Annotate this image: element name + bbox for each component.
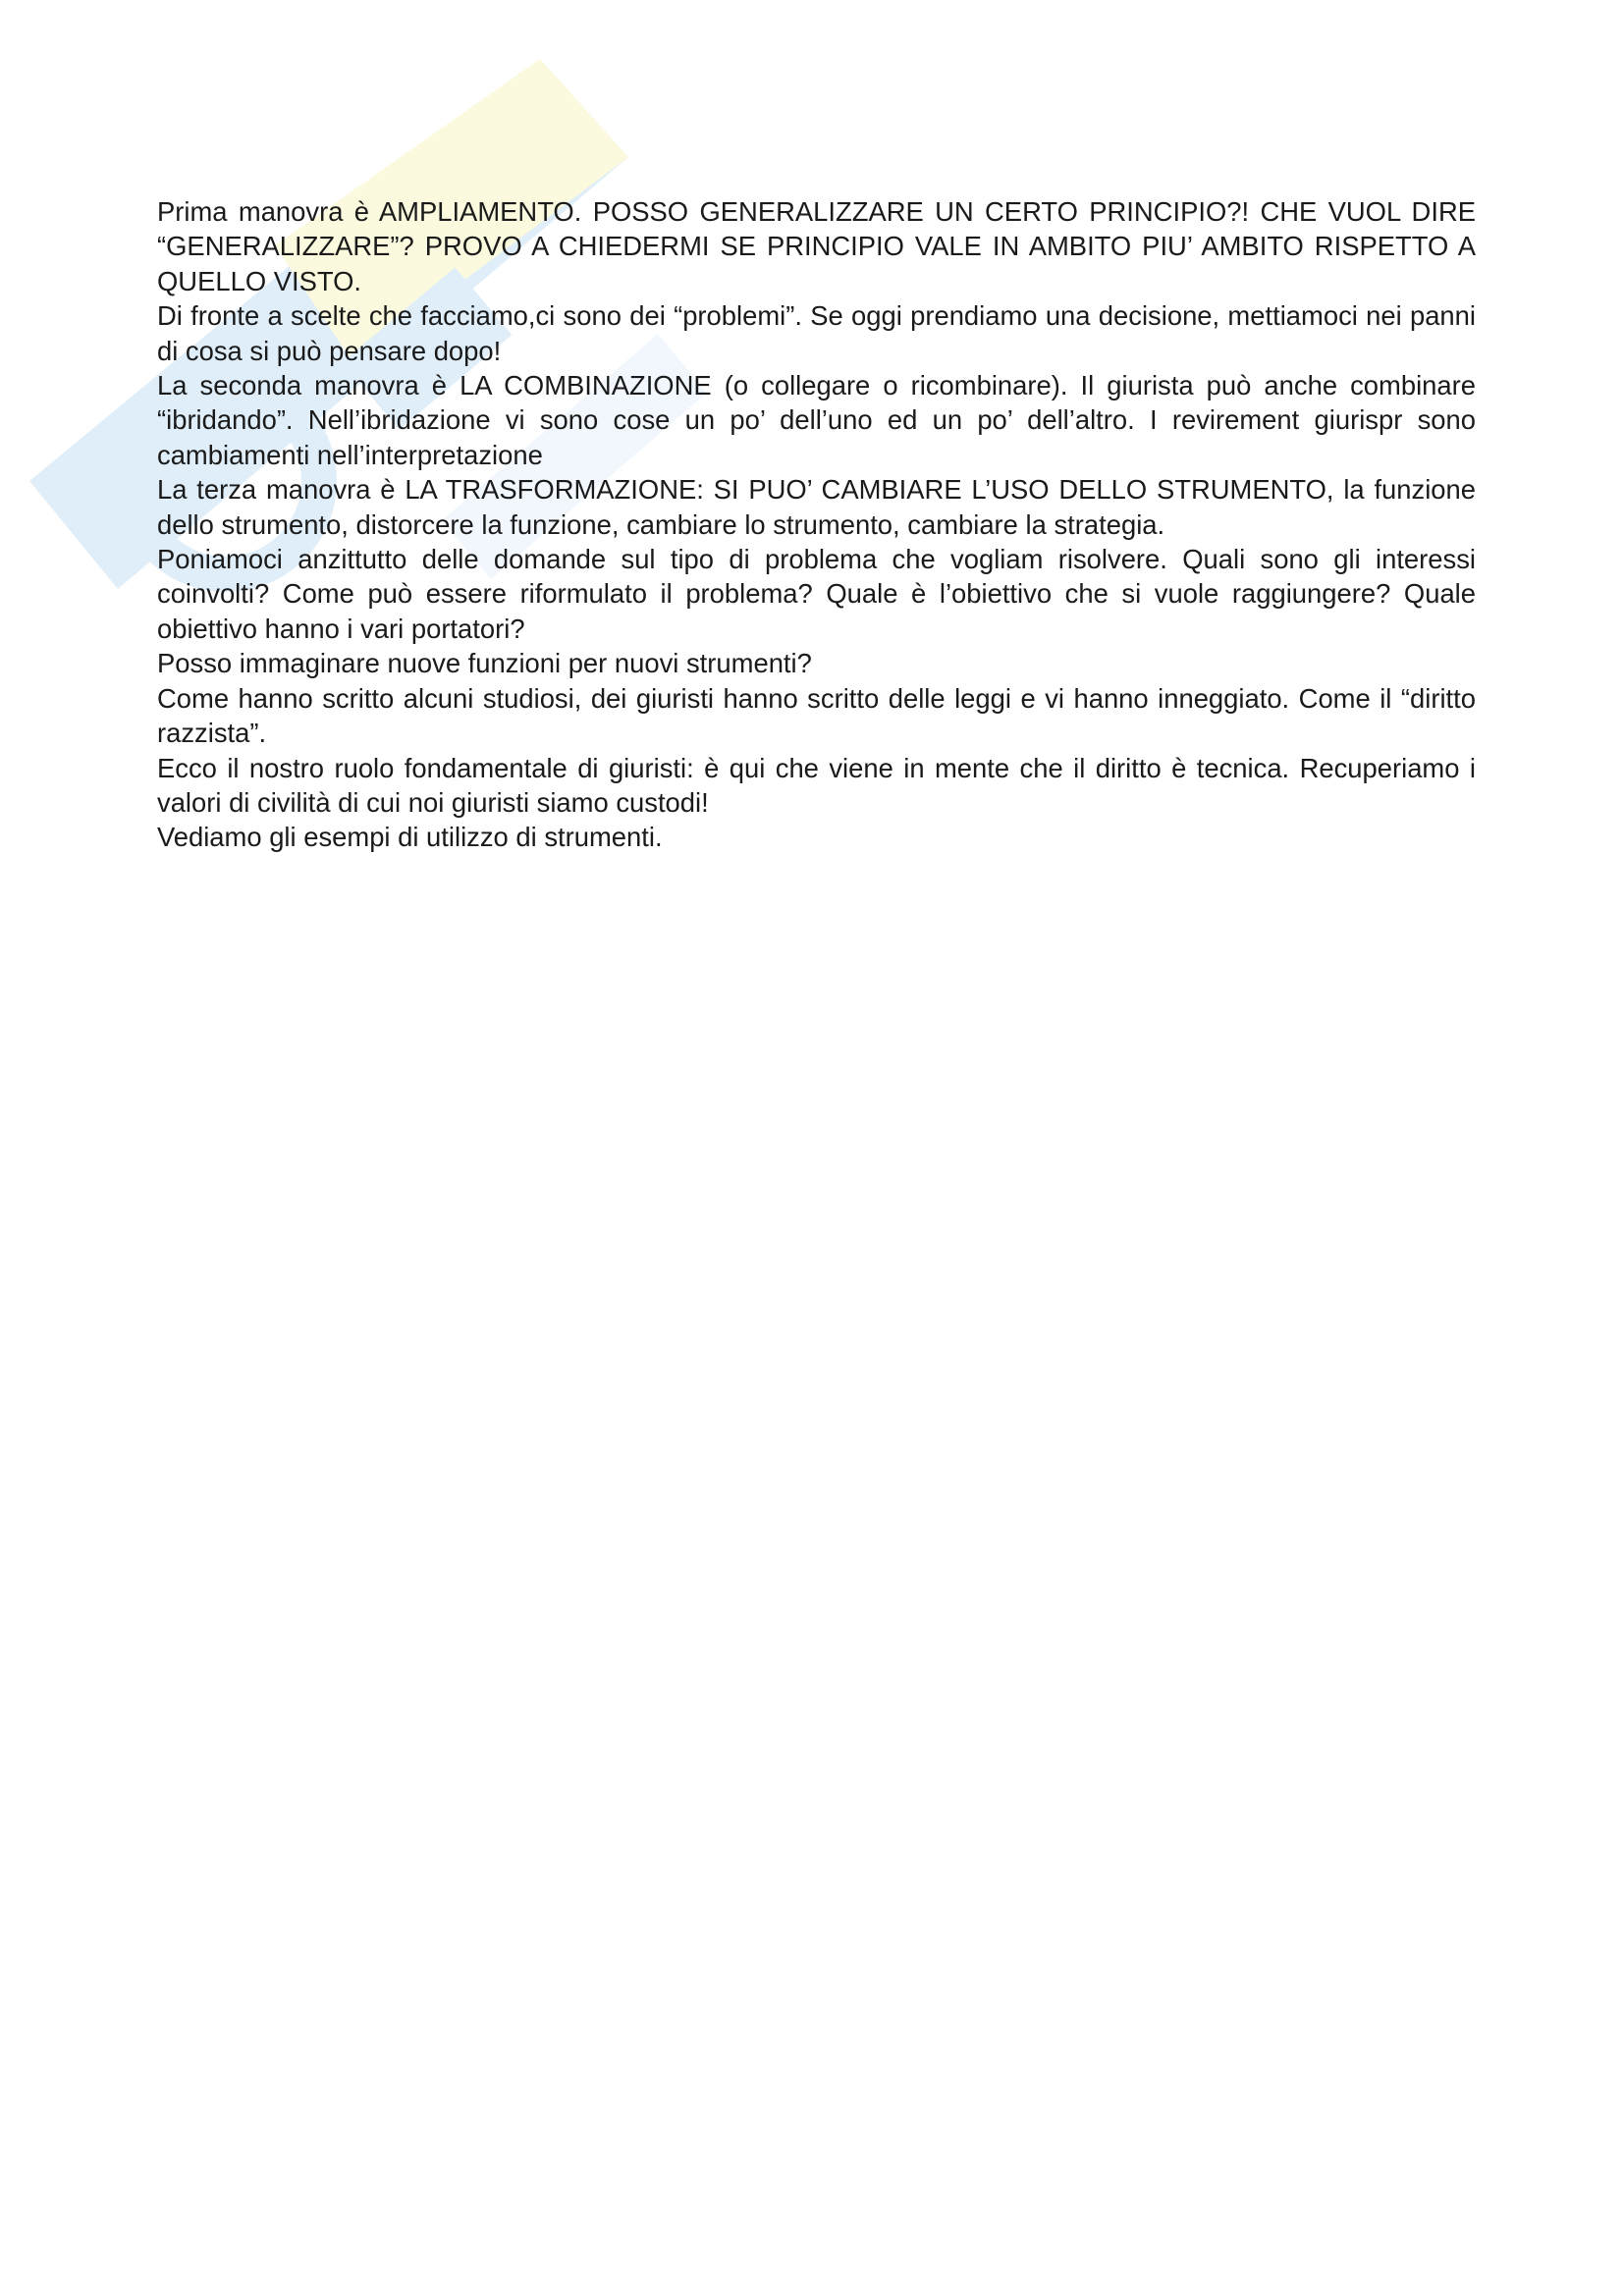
paragraph-nuove-funzioni: Posso immaginare nuove funzioni per nuovi strumenti? xyxy=(157,648,812,679)
paragraph-studiosi: Come hanno scritto alcuni studiosi, dei giuristi hanno scritto delle leggi e vi hanno inneggiato. Come il “diritto razzista”. xyxy=(157,682,1476,749)
paragraph-esempi: Vediamo gli esempi di utilizzo di strumenti. xyxy=(157,822,663,853)
paragraph-scelte: Di fronte a scelte che facciamo,ci sono dei “problemi”. Se oggi prendiamo una decisione, mettiamoci nei panni di cosa si può pensare dopo! xyxy=(157,300,1476,366)
paragraph-ampliamento: Prima manovra è AMPLIAMENTO. POSSO GENERALIZZARE UN CERTO PRINCIPIO?! CHE VUOL DIRE “GENERALIZZARE”? PROVO A CHIEDERMI SE PRINCIPIO VALE IN AMBITO PIU’ AMBITO RISPETTO A QUELLO VISTO. xyxy=(157,196,1476,296)
paragraph-combinazione: La seconda manovra è LA COMBINAZIONE (o collegare o ricombinare). Il giurista può anche combinare “ibridando”. Nell’ibridazione vi sono cose un po’ dell’uno ed un po’ dell’altro. I revirement giurispr sono cambiamenti nell’interpretazione xyxy=(157,370,1476,470)
paragraph-ruolo: Ecco il nostro ruolo fondamentale di giuristi: è qui che viene in mente che il diritto è tecnica. Recuperiamo i valori di civilità di cui noi giuristi siamo custodi! xyxy=(157,752,1476,818)
paragraph-domande: Poniamoci anzittutto delle domande sul tipo di problema che vogliam risolvere. Quali sono gli interessi coinvolti? Come può essere riformulato il problema? Quale è l’obiettivo che si vuole raggiungere? Quale obiettivo hanno i vari portatori? xyxy=(157,544,1476,644)
document-body xyxy=(157,194,1476,855)
paragraph-trasformazione: La terza manovra è LA TRASFORMAZIONE: SI PUO’ CAMBIARE L’USO DELLO STRUMENTO, la funzione dello strumento, distorcere la funzione, cambiare lo strumento, cambiare la strategia. xyxy=(157,474,1476,540)
